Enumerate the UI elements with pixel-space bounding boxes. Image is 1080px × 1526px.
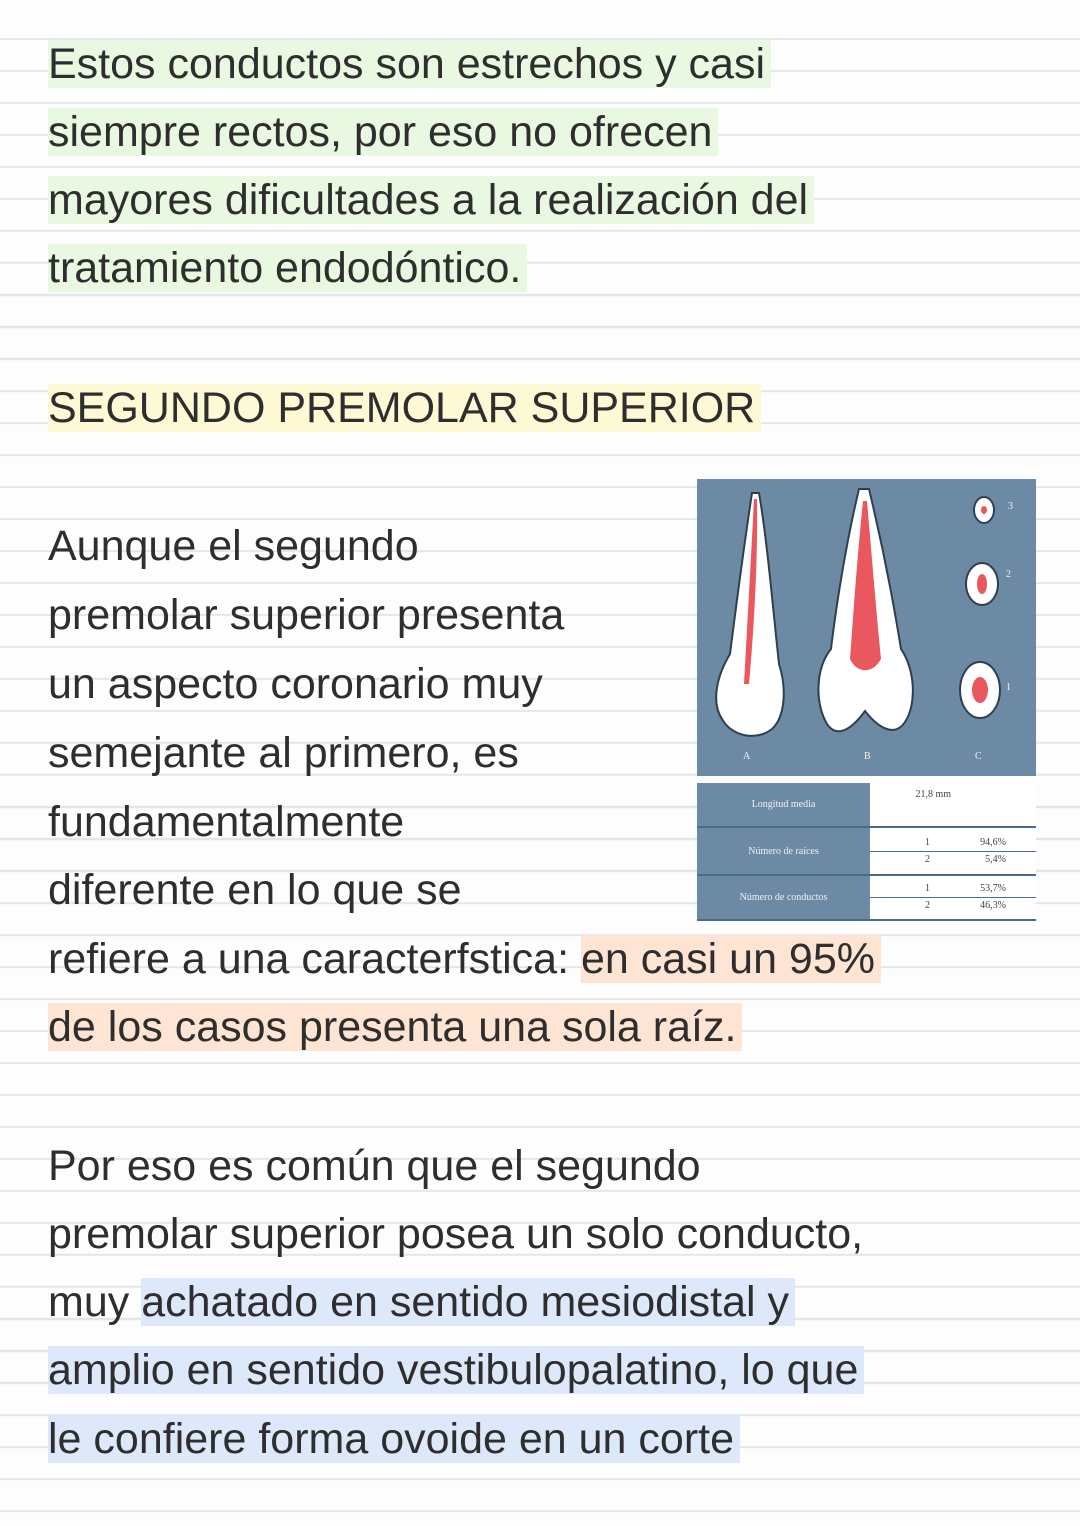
- roots-count: 2: [925, 853, 930, 865]
- section-label-1: 1: [1006, 682, 1011, 693]
- roots-row-1: [870, 835, 1036, 852]
- highlight-yellow: SEGUNDO PREMOLAR SUPERIOR: [48, 384, 761, 432]
- paragraph2-line: [48, 929, 881, 989]
- paragraph3-line: [48, 1272, 795, 1332]
- table-row: [697, 783, 1036, 827]
- paragraph2-line: diferente en lo que se: [48, 866, 462, 914]
- view-label-b: B: [864, 751, 871, 762]
- length-label: Longitud media: [697, 783, 870, 827]
- highlight-blue: amplio en sentido vestibulopalatino, lo que: [48, 1346, 864, 1394]
- roots-percent: 5,4%: [985, 853, 1006, 865]
- section-heading: [48, 378, 761, 438]
- tooth-illustration: [697, 479, 1036, 776]
- tooth-stats-table: [697, 783, 1036, 921]
- roots-count: 1: [925, 836, 930, 848]
- highlight-blue: achatado en sentido mesiodistal y: [141, 1278, 795, 1326]
- paragraph2-line: semejante al primero, es: [48, 729, 519, 777]
- paragraph2-line: Aunque el segundo: [48, 522, 419, 570]
- canals-row-2: [870, 898, 1036, 914]
- paragraph2-line: [48, 997, 742, 1057]
- paragraph3-line: premolar superior posea un solo conducto,: [48, 1210, 864, 1258]
- paragraph2-line: un aspecto coronario muy: [48, 660, 543, 708]
- highlight-blue: le confiere forma ovoide en un corte: [48, 1415, 740, 1463]
- section-label-2: 2: [1006, 569, 1011, 580]
- canals-percent: 46,3%: [980, 900, 1006, 911]
- paragraph3-line: [48, 1409, 740, 1469]
- paragraph3-line: [48, 1340, 864, 1400]
- highlight-green: Estos conductos son estrechos y casi: [48, 40, 771, 88]
- roots-row-2: [870, 852, 1036, 868]
- canals-row-1: [870, 881, 1036, 898]
- view-label-a: A: [743, 751, 751, 762]
- canals-percent: 53,7%: [980, 883, 1006, 894]
- roots-values: [870, 827, 1036, 875]
- paragraph1-line: [48, 170, 814, 230]
- view-label-c: C: [975, 751, 982, 762]
- paragraph1-line: [48, 238, 527, 298]
- paragraph1-line: [48, 102, 718, 162]
- paragraph2-text: refiere a una caracterfstica:: [48, 935, 581, 983]
- section-label-3: 3: [1008, 501, 1013, 512]
- highlight-green: mayores dificultades a la realización del: [48, 176, 814, 224]
- paragraph1-line: [48, 34, 771, 94]
- canals-count: 1: [925, 883, 930, 894]
- canals-values: [870, 875, 1036, 920]
- canals-count: 2: [925, 900, 930, 911]
- paragraph2-line: premolar superior presenta: [48, 591, 565, 639]
- highlight-green: tratamiento endodóntico.: [48, 244, 527, 292]
- highlight-orange: de los casos presenta una sola raíz.: [48, 1003, 742, 1051]
- roots-percent: 94,6%: [980, 836, 1006, 848]
- paragraph2-line: fundamentalmente: [48, 798, 405, 846]
- paragraph3-text: muy: [48, 1278, 142, 1326]
- roots-label: Número de raíces: [697, 827, 870, 875]
- canals-label: Número de conductos: [697, 875, 870, 920]
- paragraph3-line: Por eso es común que el segundo: [48, 1142, 701, 1190]
- table-row: [697, 827, 1036, 875]
- length-value: 21,8 mm: [870, 783, 1036, 827]
- tooth-drawing: [697, 479, 1036, 776]
- highlight-green: siempre rectos, por eso no ofrecen: [48, 108, 718, 156]
- table-row: [697, 875, 1036, 920]
- highlight-orange: en casi un 95%: [581, 935, 881, 983]
